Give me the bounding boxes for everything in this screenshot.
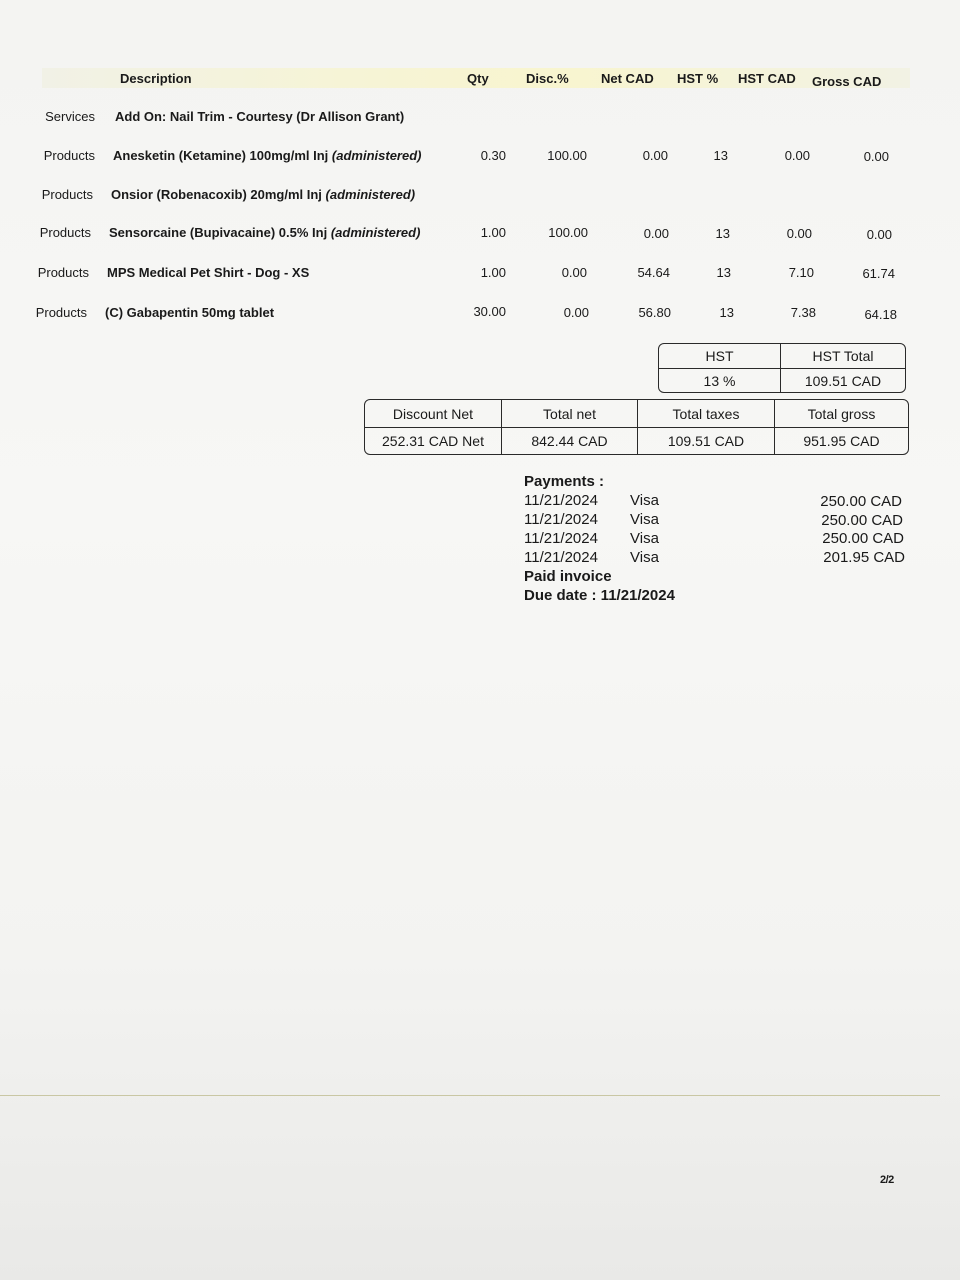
payment-amount: 250.00 CAD xyxy=(821,512,903,529)
row-net: 54.64 xyxy=(637,265,670,280)
row-description: Anesketin (Ketamine) 100mg/ml Inj (administered) xyxy=(113,148,422,163)
total-taxes-label: Total taxes xyxy=(672,405,740,422)
total-gross-label: Total gross xyxy=(807,405,876,422)
row-category: Services xyxy=(45,109,95,124)
row-hst-cad: 7.38 xyxy=(790,305,816,320)
table-row xyxy=(0,109,960,129)
header-gross: Gross CAD xyxy=(812,74,882,89)
row-description: MPS Medical Pet Shirt - Dog - XS xyxy=(107,265,310,280)
row-gross: 0.00 xyxy=(863,149,889,164)
total-taxes-value: 109.51 CAD xyxy=(667,432,745,449)
row-category: Products xyxy=(43,148,95,163)
hst-total-label: HST Total xyxy=(812,348,874,364)
row-hst-percent: 13 xyxy=(713,148,728,163)
paid-status: Paid invoice xyxy=(524,568,612,585)
header-qty: Qty xyxy=(467,71,489,86)
hst-label: HST xyxy=(705,348,734,364)
row-gross: 0.00 xyxy=(866,227,892,242)
row-description: Sensorcaine (Bupivacaine) 0.5% Inj (administered) xyxy=(109,225,421,240)
row-category: Products xyxy=(35,305,87,320)
header-hst-cad: HST CAD xyxy=(738,71,796,86)
payment-date: 11/21/2024 xyxy=(524,492,598,509)
payments-title: Payments : xyxy=(524,473,605,490)
table-row xyxy=(0,148,960,168)
payment-date: 11/21/2024 xyxy=(524,511,598,528)
table-row xyxy=(0,187,960,207)
discount-net-label: Discount Net xyxy=(392,405,474,422)
row-description: Add On: Nail Trim - Courtesy (Dr Allison Grant) xyxy=(115,109,405,124)
payment-date: 11/21/2024 xyxy=(524,530,598,547)
row-description: (C) Gabapentin 50mg tablet xyxy=(105,305,275,320)
payment-method: Visa xyxy=(630,530,659,547)
table-row xyxy=(0,265,960,285)
row-hst-percent: 13 xyxy=(716,265,731,280)
payment-method: Visa xyxy=(630,549,659,566)
hst-total-value: 109.51 CAD xyxy=(804,372,882,389)
row-discount: 100.00 xyxy=(547,148,587,163)
total-net-label: Total net xyxy=(543,405,596,422)
hst-summary-box xyxy=(658,343,906,393)
totals-box xyxy=(364,399,909,455)
payment-amount: 250.00 CAD xyxy=(822,530,904,547)
bleed-through-rule xyxy=(0,1095,940,1096)
header-net: Net CAD xyxy=(601,71,654,86)
total-gross-value: 951.95 CAD xyxy=(803,432,880,449)
row-hst-cad: 7.10 xyxy=(788,265,814,280)
row-net: 56.80 xyxy=(638,305,671,320)
row-hst-percent: 13 xyxy=(715,226,730,241)
row-qty: 30.00 xyxy=(473,304,506,319)
row-gross: 64.18 xyxy=(864,307,897,322)
row-hst-cad: 0.00 xyxy=(786,226,812,241)
table-row xyxy=(0,305,960,325)
row-hst-percent: 13 xyxy=(719,305,734,320)
row-qty: 1.00 xyxy=(480,265,506,280)
payment-amount: 201.95 CAD xyxy=(823,549,905,566)
header-hst-percent: HST % xyxy=(677,71,719,86)
row-gross: 61.74 xyxy=(862,266,895,281)
header-discount: Disc.% xyxy=(526,71,569,86)
table-row xyxy=(0,225,960,245)
page-number: 2/2 xyxy=(880,1174,894,1186)
row-discount: 0.00 xyxy=(563,305,589,320)
row-discount: 100.00 xyxy=(548,225,588,240)
row-discount: 0.00 xyxy=(561,265,587,280)
hst-rate-value: 13 % xyxy=(703,372,736,389)
row-net: 0.00 xyxy=(643,226,669,241)
row-category: Products xyxy=(39,225,91,240)
payment-method: Visa xyxy=(630,511,659,528)
row-net: 0.00 xyxy=(642,148,668,163)
payment-method: Visa xyxy=(630,492,659,509)
row-qty: 1.00 xyxy=(480,225,506,240)
discount-net-value: 252.31 CAD Net xyxy=(382,432,484,449)
row-category: Products xyxy=(41,187,93,202)
payment-amount: 250.00 CAD xyxy=(820,493,902,510)
row-category: Products xyxy=(37,265,89,280)
total-net-value: 842.44 CAD xyxy=(531,432,608,449)
header-description: Description xyxy=(120,71,192,86)
payment-date: 11/21/2024 xyxy=(524,549,598,566)
row-hst-cad: 0.00 xyxy=(784,148,810,163)
row-qty: 0.30 xyxy=(480,148,506,163)
row-description: Onsior (Robenacoxib) 20mg/ml Inj (administered) xyxy=(111,187,416,202)
due-date: Due date : 11/21/2024 xyxy=(524,587,675,604)
